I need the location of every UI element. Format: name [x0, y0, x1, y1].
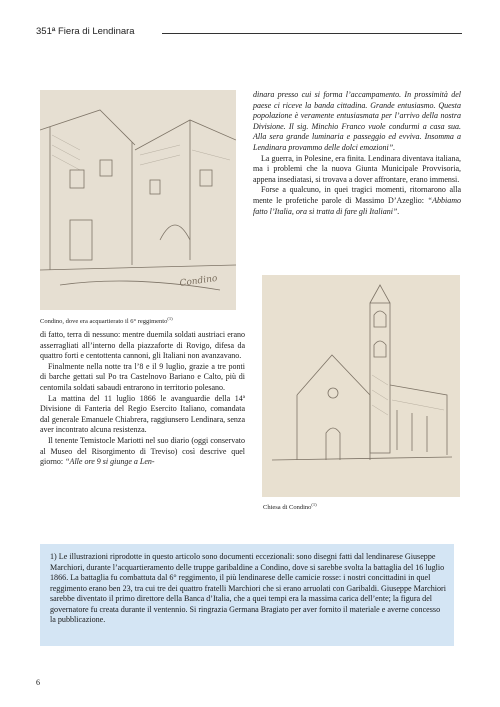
left-column-text — [40, 330, 245, 468]
condino-inscription: Condino — [179, 273, 219, 289]
paragraph: La guerra, in Polesine, era finita. Lendinara diventava italiana, ma i problemi che la nuova Giunta Municipale Provvisoria, appena insediatasi, si trovava a dover affrontare, erano immensi. — [253, 153, 461, 184]
paragraph: Finalmente nella notte tra l’8 e il 9 luglio, grazie a tre ponti di barche gettati sul Po tra Castelnovo Bariano e Calto, più di centomila soldati sabaudi entrarono in territorio polesano. — [40, 361, 245, 392]
header-rule — [162, 33, 462, 34]
paragraph: Il tenente Temistocle Mariotti nel suo diario (oggi conservato al Museo del Risorgimento di Treviso) così descrive quel giorno: “Alle ore 9 si giunge a Len- — [40, 435, 245, 467]
running-header: 351ª Fiera di Lendinara — [36, 26, 135, 37]
page-number: 6 — [36, 678, 40, 687]
condino-sketch — [40, 90, 236, 310]
condino-caption: Condino, dove era acquartierato il 6° reggimento$^{(1)}$ — [40, 316, 173, 326]
paragraph: Forse a qualcuno, in quei tragici momenti, ritornarono alla mente le profetiche parole di Massimo D’Azeglio: “Abbiamo fatto l’Italia, ora si tratta di fare gli Italiani”. — [253, 185, 461, 216]
footnote-text: 1) Le illustrazioni riprodotte in questo articolo sono documenti eccezionali: sono disegni fatti dal lendinarese Giuseppe Marchiori, durante l’acquartieramento delle truppe garibaldine a Condino, dove si sarebbe svolta la battaglia del 16 luglio 1866. La battaglia fu combattuta dal 6° reggimento, il più lendinarese delle camicie rosse: i nostri concittadini in quel reggimento erano ben 23, tra cui tre dei quattro fratelli Marchiori che si erano arruolati con Garibaldi. Giuseppe Marchiori sarebbe diventato il primo direttore della Banca d’Italia, che a quei tempi era la massima carica dell’ente; la figura del governatore fu creata durante il ventennio. Si ringrazia Germana Bragiato per aver fornito il materiale e averne concesso la pubblicazione. — [50, 552, 446, 624]
paragraph: di fatto, terra di nessuno: mentre duemila soldati austriaci erano asserragliati all’interno della piazzaforte di Rovigo, difesa da quattro forti e centottenta cannoni, gli Italiani non avanzavano. — [40, 330, 245, 361]
chiesa-sketch — [262, 275, 460, 497]
footnote-box — [40, 544, 454, 646]
paragraph: dinara presso cui si forma l’accampamento. In prossimità del paese ci riceve la banda cittadina. Grande entusiasmo. Questa popolazione è veramente entusiasmata per l’arrivo della nostra Divisione. Il sig. Minchio Franco vuole condurmi a casa sua. Alla sera grande luminaria e passeggio ed evviva. Insomma a Lendinara provammo delle dolci emozioni”. — [253, 90, 461, 152]
paragraph: La mattina del 11 luglio 1866 le avanguardie della 14ª Divisione di Fanteria del Regio Esercito Italiano, comandata dal generale Emanuele Chiabrera, raggiunsero Lendinara, senza aver incontrato alcuna resistenza. — [40, 393, 245, 435]
chiesa-caption: Chiesa di Condino$^{(1)}$ — [263, 502, 317, 512]
right-column-top — [253, 90, 461, 217]
